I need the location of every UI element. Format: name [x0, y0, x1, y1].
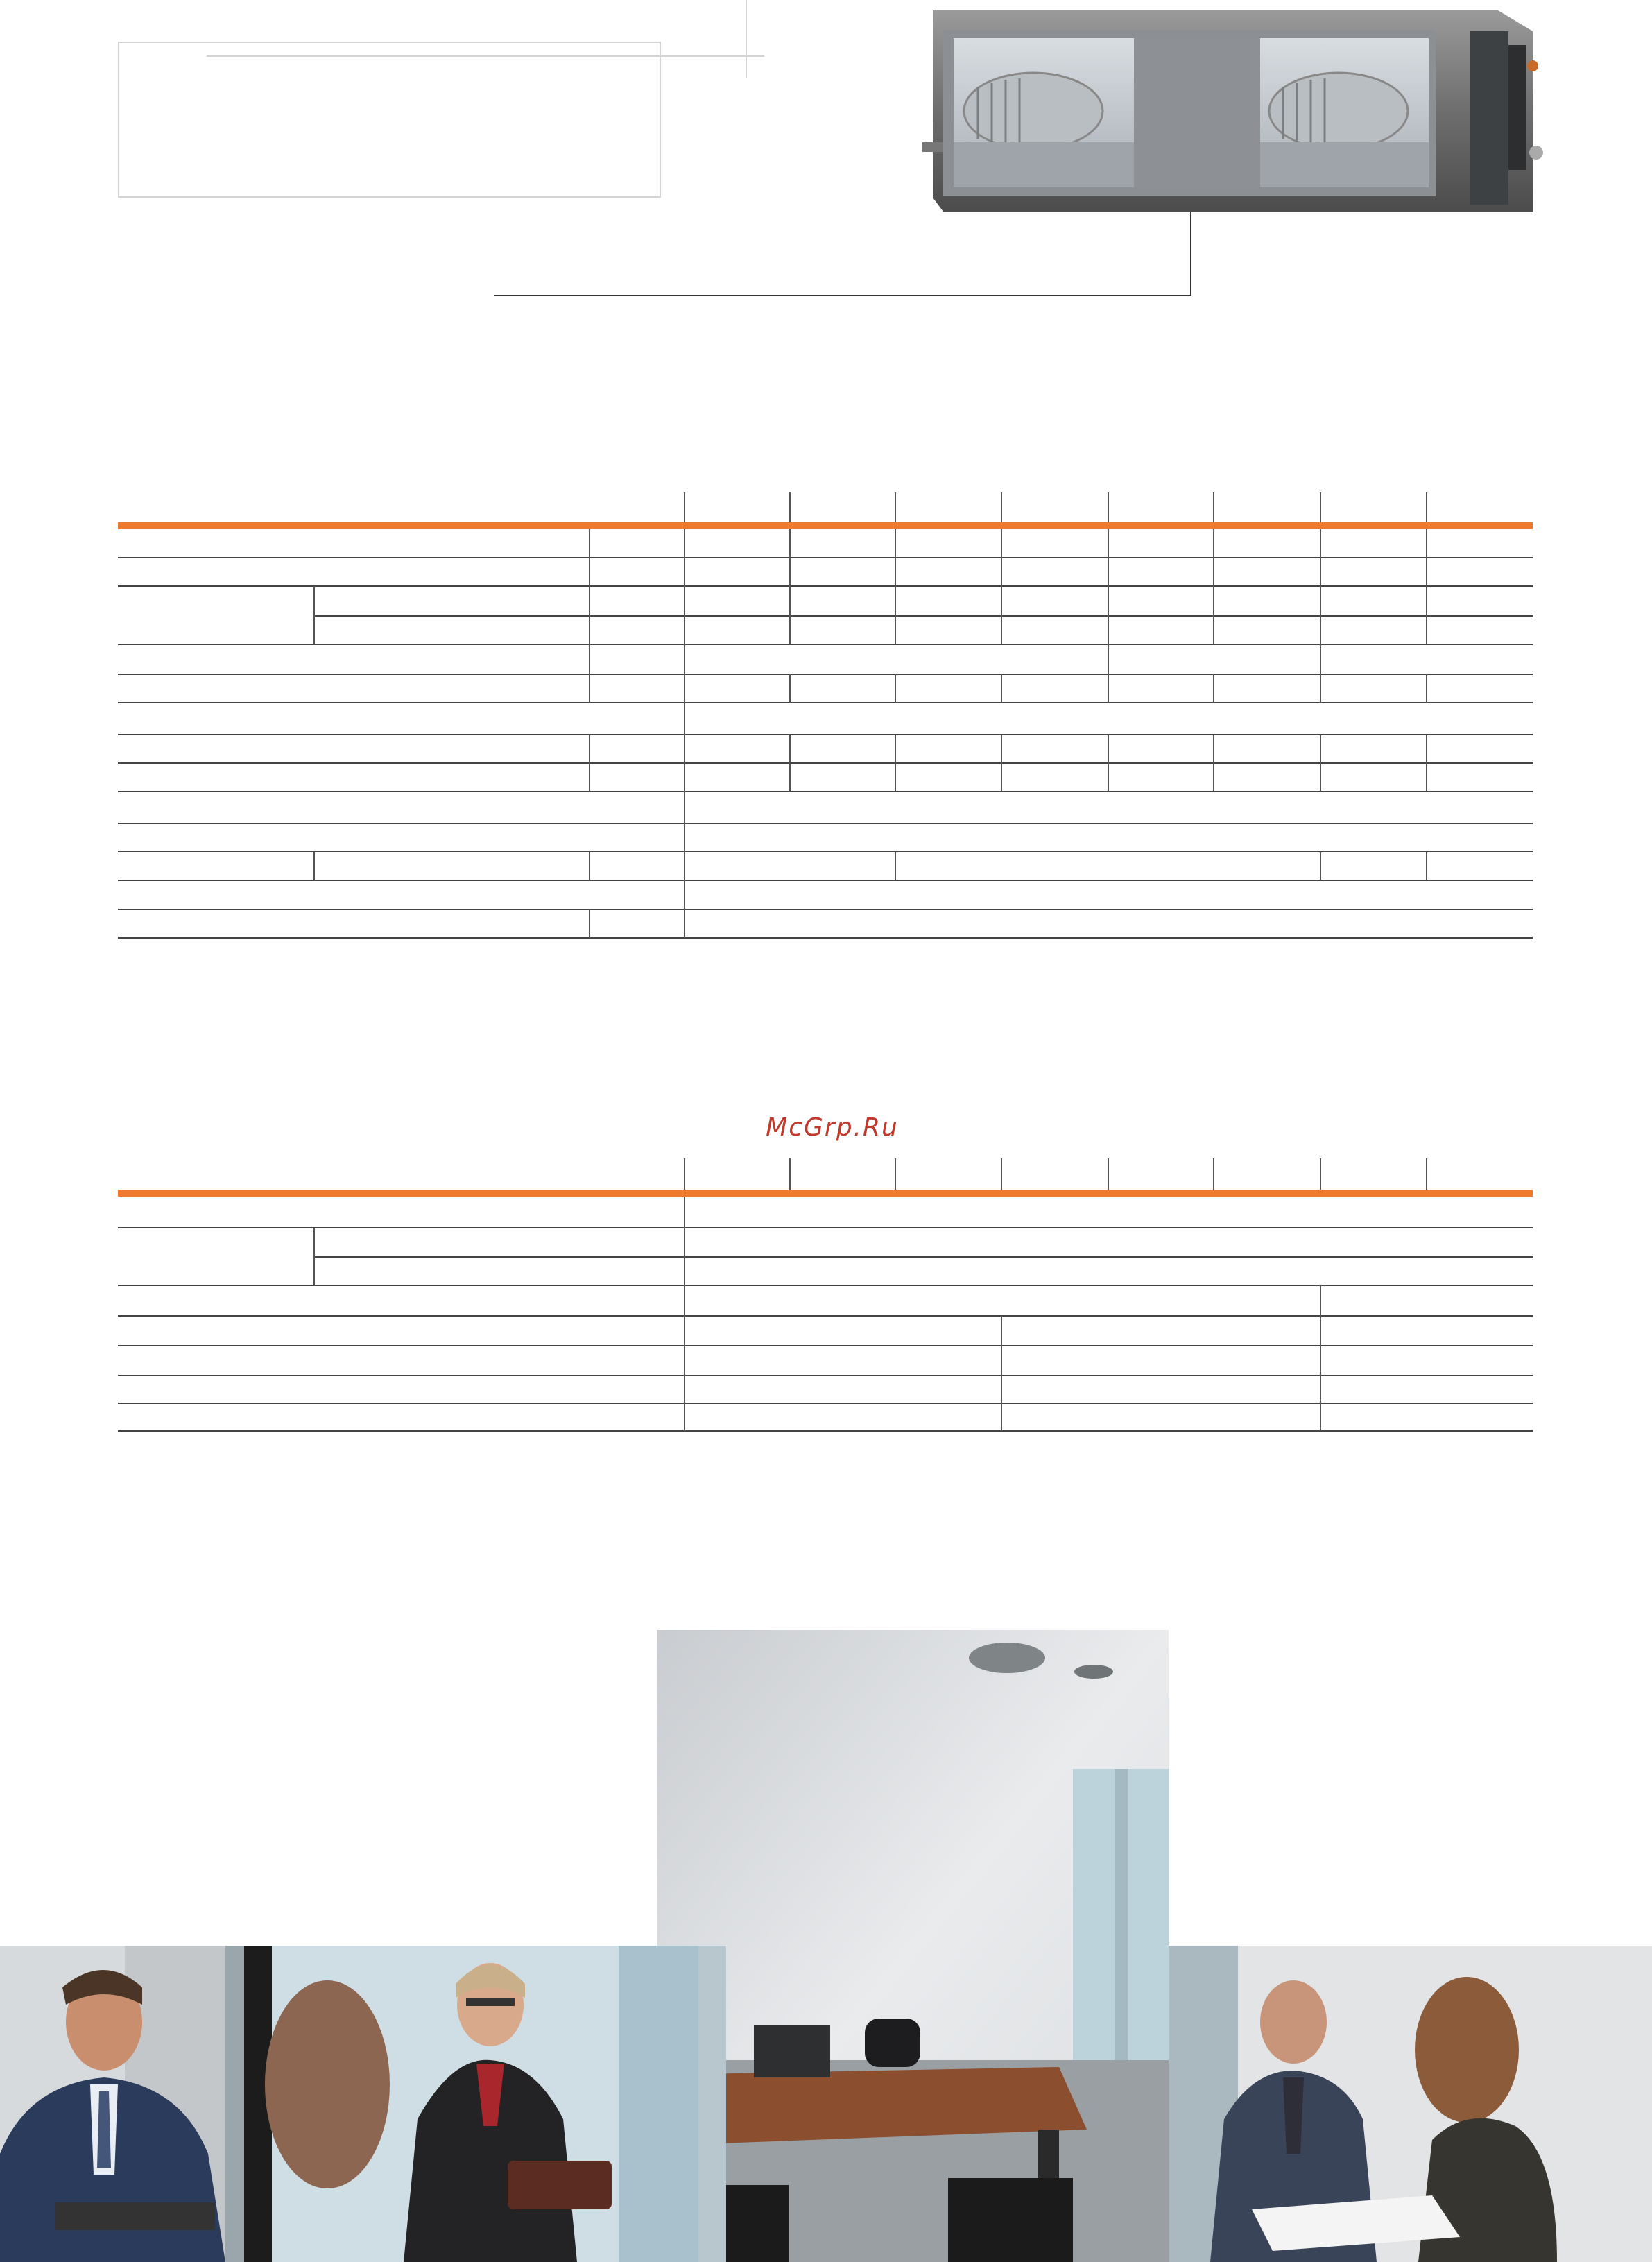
- control-box: [1470, 31, 1508, 205]
- glasses-icon: [466, 1998, 515, 2006]
- office-interior-photo: [657, 1630, 1169, 2262]
- woman-hair: [1415, 1977, 1519, 2123]
- header-vertical-rule: [746, 0, 747, 78]
- chair-front-right: [948, 2178, 1073, 2262]
- header-rule: [207, 55, 764, 57]
- businesswoman-photo: [244, 1946, 698, 2262]
- center-panel: [1134, 38, 1260, 187]
- ceiling-light-icon: [1074, 1665, 1113, 1679]
- necktie: [97, 2091, 111, 2168]
- table-2-accent-bar: [118, 1190, 1533, 1197]
- watermark-text: McGrp.Ru: [766, 1113, 899, 1142]
- left-fan-base: [954, 142, 1134, 187]
- monitor-icon: [754, 2025, 830, 2077]
- photo-divider-2: [698, 1946, 726, 2262]
- photo-divider-1: [225, 1946, 244, 2262]
- spec-table-1-grid: [118, 486, 1533, 943]
- spec-table-2-grid: [118, 1155, 1533, 1436]
- folder-icon: [508, 2161, 612, 2209]
- left-fan-icon: [964, 73, 1103, 149]
- control-box-side: [1508, 45, 1526, 170]
- header-frame-box: [118, 42, 661, 198]
- drain-pipe: [922, 142, 943, 152]
- ceiling-diffuser-icon: [969, 1643, 1045, 1673]
- connector-icon: [1527, 60, 1538, 71]
- right-fan-base: [1260, 142, 1429, 187]
- necktie: [1283, 2077, 1304, 2154]
- ducted-unit-illustration: [922, 3, 1547, 219]
- spec-table-1: [118, 486, 1533, 943]
- spec-table-2: [118, 1155, 1533, 1436]
- businessman-photo: [0, 1946, 225, 2262]
- pipe-connector-icon: [1529, 146, 1543, 160]
- man-head: [1260, 1980, 1327, 2064]
- person-back-head: [265, 1980, 390, 2188]
- laptop-icon: [55, 2202, 215, 2230]
- business-meeting-photo: [1169, 1946, 1652, 2262]
- table-1-accent-bar: [118, 522, 1533, 529]
- callout-line-horizontal: [494, 295, 1191, 296]
- right-fan-icon: [1269, 73, 1408, 149]
- office-chair-back: [865, 2019, 920, 2067]
